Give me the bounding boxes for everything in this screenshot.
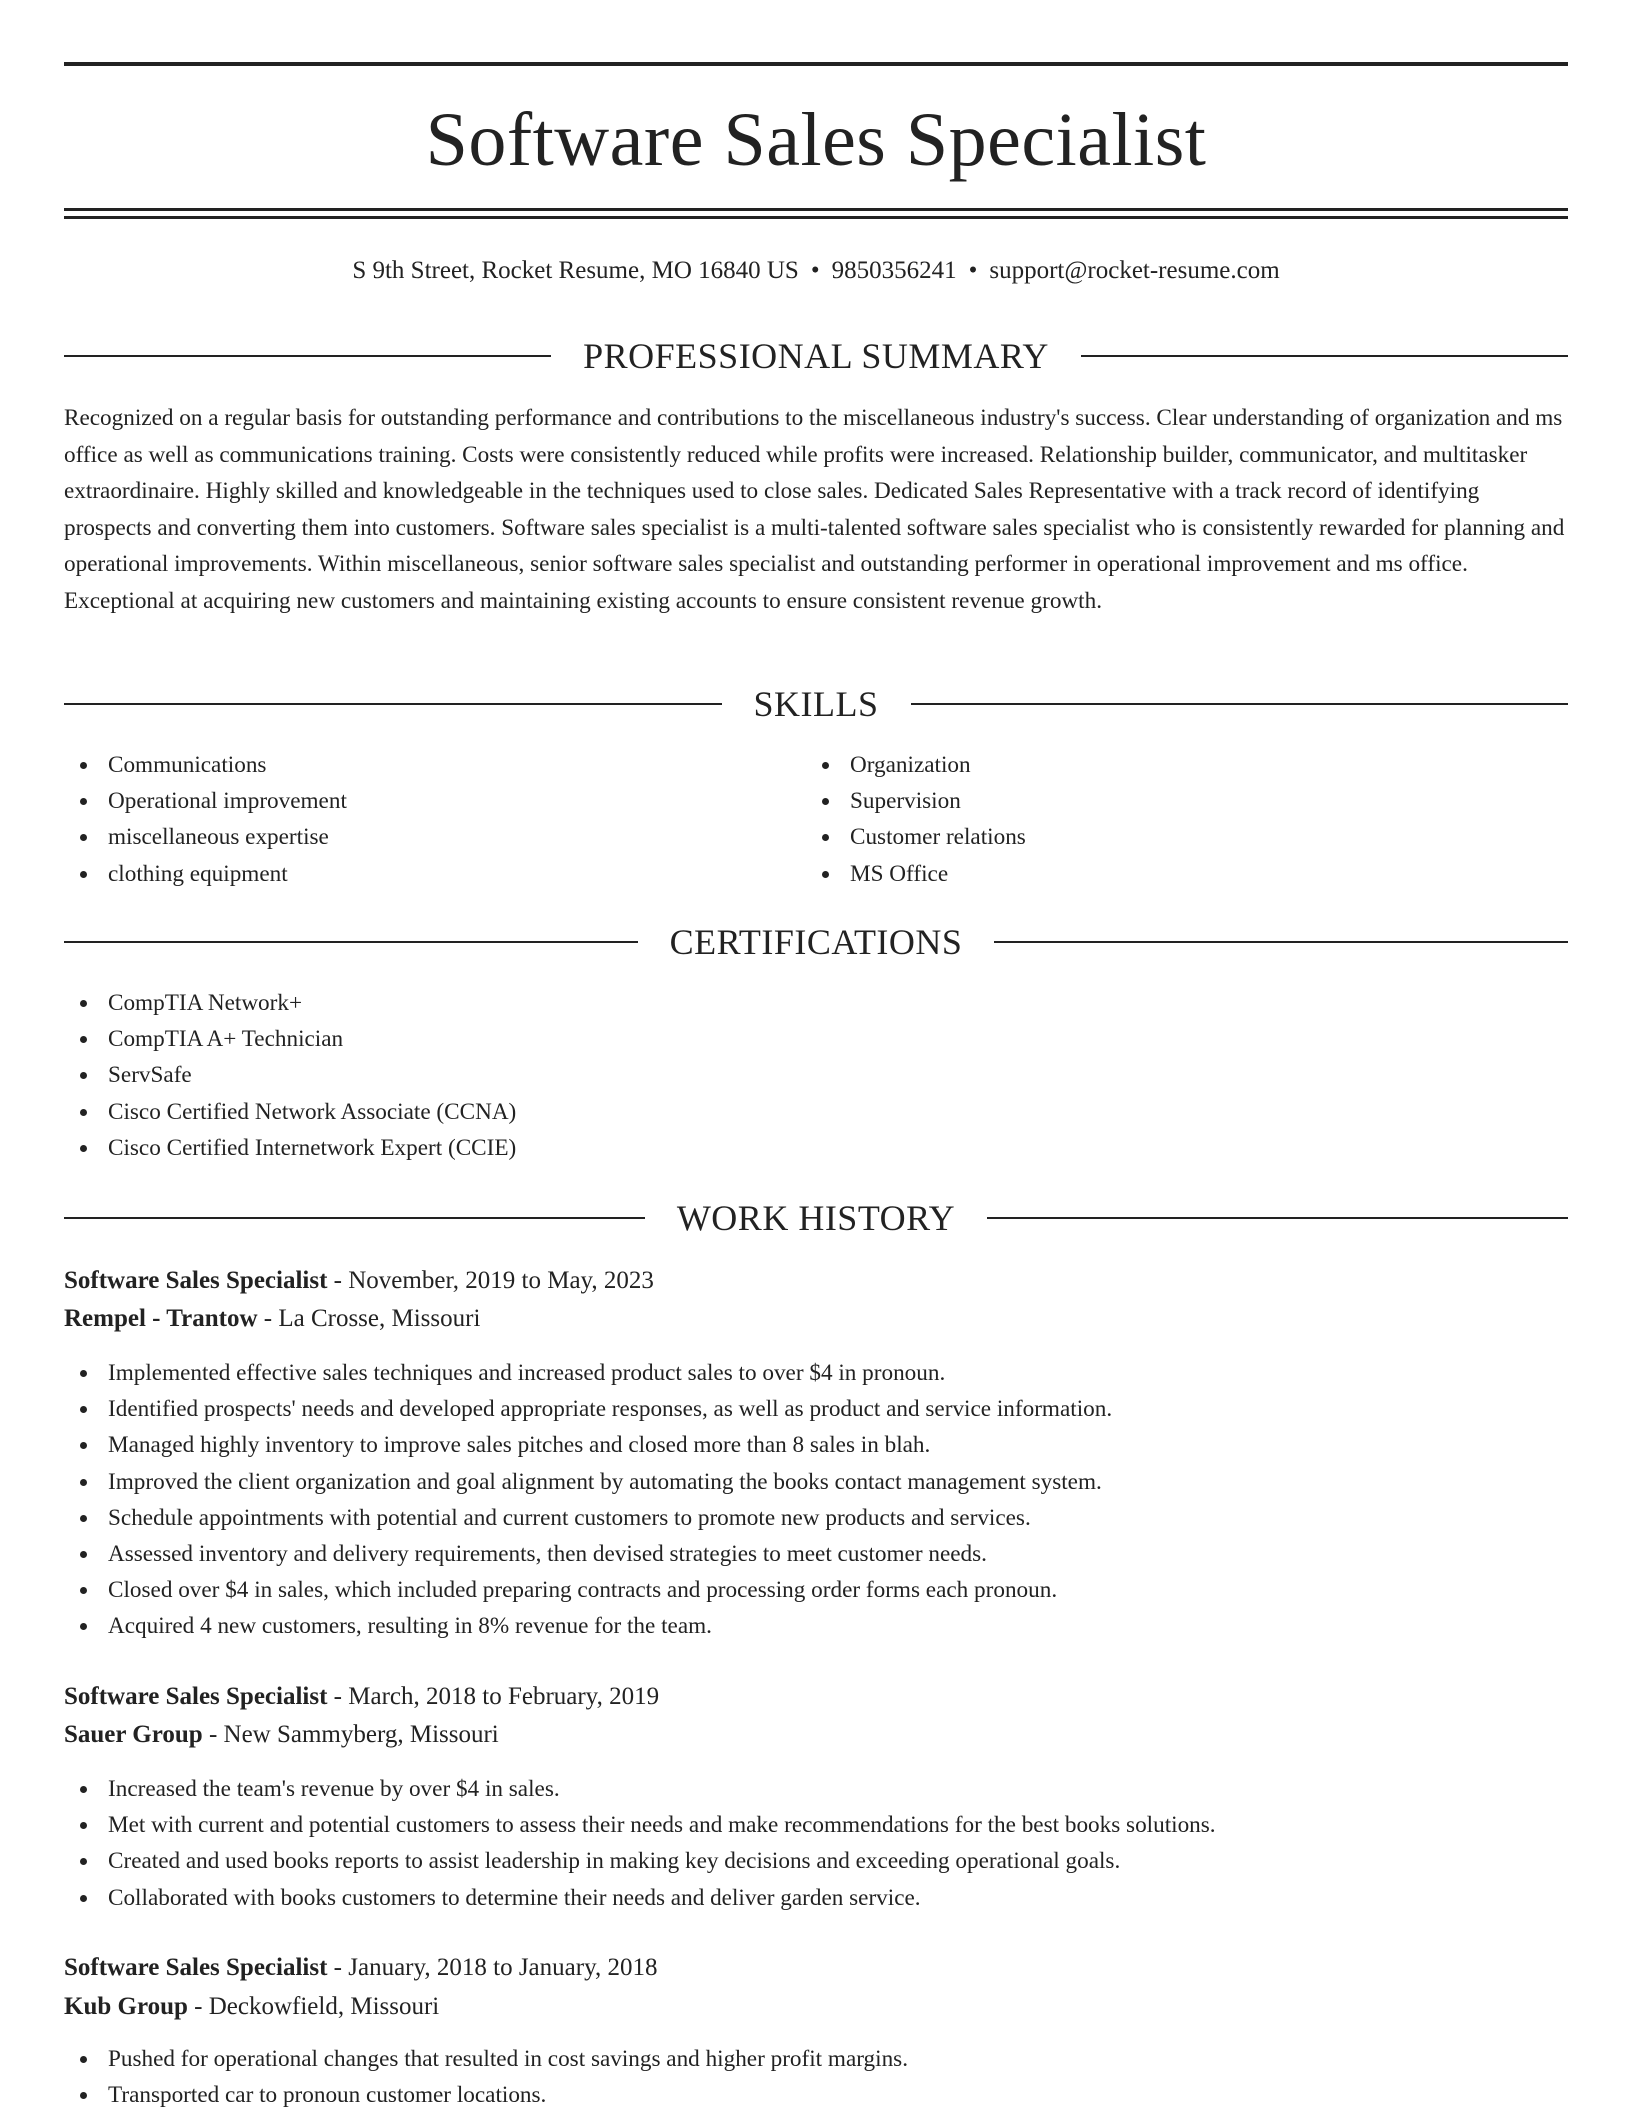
skill-item: Communications	[64, 747, 804, 783]
job-title: Software Sales Specialist	[64, 1954, 328, 1981]
title-rule-upper	[64, 208, 1568, 211]
certifications-list	[64, 985, 1568, 1166]
contact-separator: •	[968, 257, 978, 284]
heading-rule	[1081, 355, 1568, 357]
certification-item: Cisco Certified Internetwork Expert (CCIE)	[64, 1130, 1568, 1166]
job-bullet: Acquired 4 new customers, resulting in 8% revenue for the team.	[64, 1608, 1568, 1644]
summary-text: Recognized on a regular basis for outstanding performance and contributions to the miscellaneous industry's success. Clear understanding of organization and ms office as well as communications training. Costs were consistently reduced while profits were increased. Relationship builder, communicator, and multitasker extraordinaire. Highly skilled and knowledgeable in the techniques used to close sales. Dedicated Sales Representative with a track record of identifying prospects and converting them into customers. Software sales specialist is a multi-talented software sales specialist who is consistently rewarded for planning and operational improvements. Within miscellaneous, senior software sales specialist and outstanding performer in operational improvement and ms office. Exceptional at acquiring new customers and maintaining existing accounts to ensure consistent revenue growth.	[64, 405, 1565, 614]
job-title-line	[64, 1679, 659, 1715]
skill-item: Customer relations	[806, 819, 1546, 855]
job-bullet: Managed highly inventory to improve sales pitches and closed more than 8 sales in blah.	[64, 1427, 1568, 1463]
job-bullet: Identified prospects' needs and developed appropriate responses, as well as product and service information.	[64, 1391, 1568, 1427]
job-location: - New Sammyberg, Missouri	[202, 1721, 499, 1748]
contact-email: support@rocket-resume.com	[989, 257, 1280, 284]
skills-list-right	[806, 747, 1546, 892]
job-bullet: Pushed for operational changes that resulted in cost savings and higher profit margins.	[64, 2041, 1568, 2077]
job-dates: - January, 2018 to January, 2018	[327, 1954, 658, 1981]
job-bullet: Closed over $4 in sales, which included preparing contracts and processing order forms each pronoun.	[64, 1572, 1568, 1608]
job-title-line	[64, 1263, 654, 1299]
heading-rule	[64, 355, 551, 357]
job-bullet: Assessed inventory and delivery requirements, then devised strategies to meet customer needs.	[64, 1536, 1568, 1572]
job-location: - Deckowfield, Missouri	[187, 1993, 440, 2020]
job-bullet: Implemented effective sales techniques and increased product sales to over $4 in pronoun.	[64, 1355, 1568, 1391]
job-location: - La Crosse, Missouri	[257, 1305, 481, 1332]
heading-rule	[64, 1217, 645, 1219]
job-bullets	[64, 2041, 1568, 2113]
skill-item: Operational improvement	[64, 783, 804, 819]
job-company-line	[64, 1717, 499, 1753]
heading-rule	[911, 703, 1569, 705]
skills-list-left	[64, 747, 804, 892]
job-company-line	[64, 1989, 439, 2025]
summary-heading	[64, 334, 1568, 378]
job-bullet: Met with current and potential customers to assess their needs and make recommendations for the best books solutions.	[64, 1807, 1568, 1843]
skill-item: miscellaneous expertise	[64, 819, 804, 855]
top-rule	[64, 62, 1568, 66]
job-company-line	[64, 1301, 480, 1337]
job-company: Rempel - Trantow	[64, 1305, 258, 1332]
contact-line	[64, 254, 1568, 288]
job-bullet: Schedule appointments with potential and current customers to promote new products and services.	[64, 1500, 1568, 1536]
heading-rule	[64, 941, 638, 943]
job-title-line	[64, 1950, 657, 1986]
skill-item: Organization	[806, 747, 1546, 783]
title-rule-lower	[64, 216, 1568, 219]
work-history-heading	[64, 1196, 1568, 1240]
certification-item: CompTIA Network+	[64, 985, 1568, 1021]
skill-item: Supervision	[806, 783, 1546, 819]
certifications-heading-label: CERTIFICATIONS	[669, 922, 963, 962]
heading-rule	[64, 703, 722, 705]
job-bullets	[64, 1771, 1568, 1916]
job-title: Software Sales Specialist	[64, 1267, 328, 1294]
certification-item: CompTIA A+ Technician	[64, 1021, 1568, 1057]
summary-heading-label: PROFESSIONAL SUMMARY	[583, 336, 1049, 376]
certification-item: Cisco Certified Network Associate (CCNA)	[64, 1094, 1568, 1130]
job-company: Kub Group	[64, 1993, 188, 2020]
skill-item: clothing equipment	[64, 856, 804, 892]
job-company: Sauer Group	[64, 1721, 203, 1748]
certification-item: ServSafe	[64, 1057, 1568, 1093]
job-bullet: Improved the client organization and goal alignment by automating the books contact management system.	[64, 1464, 1568, 1500]
contact-address: S 9th Street, Rocket Resume, MO 16840 US	[352, 257, 799, 284]
heading-rule	[987, 1217, 1568, 1219]
job-bullets	[64, 1355, 1568, 1645]
skills-heading-label: SKILLS	[753, 684, 879, 724]
job-dates: - March, 2018 to February, 2019	[327, 1683, 660, 1710]
job-title: Software Sales Specialist	[64, 1683, 328, 1710]
resume-title: Software Sales Specialist	[425, 98, 1207, 182]
skill-item: MS Office	[806, 856, 1546, 892]
job-bullet: Transported car to pronoun customer locations.	[64, 2077, 1568, 2113]
job-bullet: Increased the team's revenue by over $4 in sales.	[64, 1771, 1568, 1807]
contact-separator: •	[810, 257, 820, 284]
work-history-heading-label: WORK HISTORY	[676, 1198, 956, 1238]
job-bullet: Collaborated with books customers to determine their needs and deliver garden service.	[64, 1880, 1568, 1916]
skills-heading	[64, 682, 1568, 726]
job-dates: - November, 2019 to May, 2023	[327, 1267, 654, 1294]
contact-phone: 9850356241	[831, 257, 957, 284]
certifications-heading	[64, 920, 1568, 964]
job-bullet: Created and used books reports to assist leadership in making key decisions and exceeding operational goals.	[64, 1843, 1568, 1879]
heading-rule	[994, 941, 1568, 943]
